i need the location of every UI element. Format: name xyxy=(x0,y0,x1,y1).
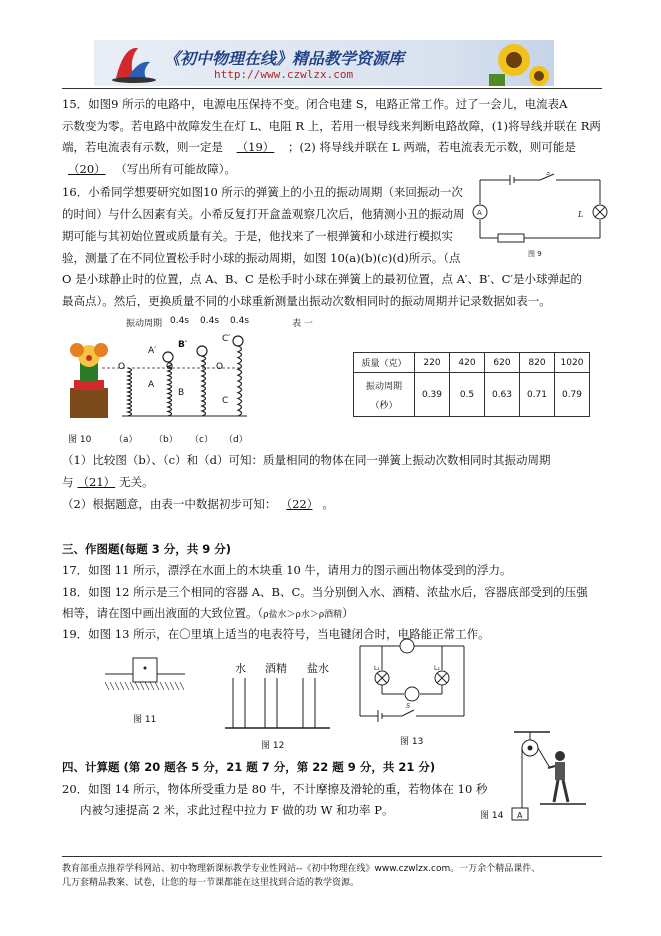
footer-line2: 几万套精品教案、试卷，让您的每一节课都能在这里找到合适的教学资源。 xyxy=(62,878,360,888)
point-c-prime: C′ xyxy=(222,334,231,344)
point-o-c: O xyxy=(216,362,224,372)
point-a-prime: A′ xyxy=(148,346,157,356)
hatch-line xyxy=(145,682,149,690)
figure-14 xyxy=(480,728,590,824)
hatch-line xyxy=(130,682,134,690)
period-header xyxy=(354,373,415,417)
blank-20: （20） xyxy=(68,162,106,176)
blank-22: （22） xyxy=(286,497,313,511)
fig10-b: （b） xyxy=(154,435,178,445)
hatch-line xyxy=(105,682,109,690)
q16-sub2-pre: （2）根据题意，由表一中数据初步可知： xyxy=(62,497,277,511)
q16-line2: 的时间）与什么因素有关。小希反复打开盒盖观察几次后，他猜测小丑的振动周 xyxy=(62,207,465,221)
fig14-label: 图 14 xyxy=(480,811,504,821)
point-o-a: O xyxy=(118,362,126,372)
hatch-line xyxy=(110,682,114,690)
q18-post: ） xyxy=(342,606,354,620)
hatch-line xyxy=(115,682,119,690)
point-b-prime: B′ xyxy=(178,340,188,350)
figure-12 xyxy=(225,660,335,750)
spring-diagram xyxy=(62,316,352,444)
q16-line5: O 是小球静止时的位置，点 A、B、C 是松手时小球在弹簧上的最初位置，点 A′、B′、C′是小球弹起的 xyxy=(62,272,582,286)
blank-19: （19） xyxy=(236,140,275,154)
fig10-d: （d） xyxy=(224,435,248,445)
lamp-l1-label: L₁ xyxy=(374,665,380,672)
switch-label: S xyxy=(546,172,551,177)
ball-3 xyxy=(233,336,243,346)
q16-sub1-line2 xyxy=(62,474,602,491)
hatch-line xyxy=(175,682,179,690)
spring-3 xyxy=(238,346,242,416)
spring-0 xyxy=(128,368,132,416)
q16-line4: 验，测量了在不同位置松手时小球的振动周期，如图 10(a)(b)(c)(d)所示。（点 xyxy=(62,251,461,265)
q16-sub2-post: 。 xyxy=(322,497,334,511)
q20-line2: 内被匀速提高 2 米，求此过程中拉力 F 做的功 W 和功率 P。 xyxy=(80,803,394,817)
q15-line3-b: ；(2) 将导线并联在 L 两端，若电流表无示数，则可能是 xyxy=(287,140,576,154)
section-4-title: 四、计算题 (第 20 题各 5 分，21 题 7 分，第 22 题 9 分，共 21 分) xyxy=(62,760,436,774)
banner-title: 《初中物理在线》精品教学资源库 xyxy=(164,49,405,68)
data-table-1 xyxy=(353,352,590,417)
ball-1 xyxy=(163,352,173,362)
liquid-brine: 盐水 xyxy=(307,662,329,675)
lamp-label: L xyxy=(578,210,584,219)
q15-line3-a: 端，若电流表有示数，则一定是 xyxy=(62,140,223,154)
switch-s-label: S xyxy=(406,703,411,710)
spring-2 xyxy=(202,356,206,416)
period-b: 0.4s xyxy=(170,316,190,326)
hatch-line xyxy=(140,682,144,690)
header-rule xyxy=(62,88,602,89)
mass-cell: 220 xyxy=(415,353,450,373)
hatch-line xyxy=(125,682,129,690)
period-d: 0.4s xyxy=(230,316,250,326)
q18-line1: 18．如图 12 所示是三个相同的容器 A、B、C。当分别倒入水、酒精、浓盐水后，容器底部受到的压强 xyxy=(62,585,588,599)
q20-line1: 20．如图 14 所示，物体所受重力是 80 牛，不计摩擦及滑轮的重，若物体在 10 秒 xyxy=(62,782,488,796)
period-cell: 0.79 xyxy=(555,373,590,417)
hatch-line xyxy=(135,682,139,690)
q16-sub2 xyxy=(62,496,602,513)
mass-cell: 820 xyxy=(520,353,555,373)
point-b: B xyxy=(178,388,185,398)
point-o-b: O xyxy=(166,362,174,372)
hatch-line xyxy=(170,682,174,690)
period-header-b: （秒） xyxy=(370,400,398,411)
containers-diagram xyxy=(225,676,335,736)
q15-line3 xyxy=(62,139,602,156)
fig13-label: 图 13 xyxy=(400,737,424,747)
hatch-line xyxy=(155,682,159,690)
mass-cell: 1020 xyxy=(555,353,590,373)
q16-sub1-pre: 与 xyxy=(62,475,74,489)
period-cell: 0.39 xyxy=(415,373,450,417)
block-a-label: A xyxy=(517,811,523,820)
fig9-label: 图 9 xyxy=(528,250,542,258)
period-header-a: 振动周期 xyxy=(365,381,402,392)
q17-line: 17．如图 11 所示，漂浮在水面上的木块重 10 牛，请用力的图示画出物体受到的浮力。 xyxy=(62,563,512,577)
q16-sub1-line1: （1）比较图（b）、（c）和（d）可知：质量相同的物体在同一弹簧上振动次数相同时其振动周期 xyxy=(62,453,551,467)
hatch-line xyxy=(165,682,169,690)
footer-rule xyxy=(62,856,602,857)
point-a: A xyxy=(148,380,155,390)
q16-sub1-post: 无关。 xyxy=(119,475,154,489)
q18-line2 xyxy=(62,605,602,624)
ball-2 xyxy=(197,346,207,356)
circuit-13-diagram xyxy=(352,636,472,732)
figure-10 xyxy=(62,316,352,444)
lamp-l2-label: L₂ xyxy=(434,665,440,672)
floating-block-diagram xyxy=(105,650,185,710)
fig12-label: 图 12 xyxy=(261,741,285,751)
hatch-line xyxy=(120,682,124,690)
clown-toy-icon xyxy=(70,343,108,418)
q19-line: 19．如图 13 所示，在〇里填上适当的电表符号，当电键闭合时，电路能正常工作。 xyxy=(62,627,490,641)
table-caption: 表 一 xyxy=(292,319,313,329)
banner-url: http://www.czwlzx.com xyxy=(214,68,354,81)
mass-cell: 420 xyxy=(450,353,485,373)
mass-header: 质量（克） xyxy=(354,353,415,373)
q16-line1: 16．小希同学想要研究如图10 所示的弹簧上的小丑的振动周期（来回振动一次 xyxy=(62,185,463,199)
hatch-line xyxy=(180,682,184,690)
q18-pre: 相等，请在图中画出液面的大致位置。（ xyxy=(62,606,264,620)
density-relation: ρ盐水＞ρ水＞ρ酒精 xyxy=(263,610,343,620)
fig10-a: （a） xyxy=(114,435,138,445)
header-banner xyxy=(94,40,554,86)
period-cell: 0.71 xyxy=(520,373,555,417)
liquid-alcohol: 酒精 xyxy=(265,662,287,675)
footer-line1: 教育部重点推荐学科网站、初中物理新课标教学专业性网站--《初中物理在线》www.czwlzx.com。一万余个精品课件、 xyxy=(62,864,541,874)
q15-line4-b: （写出所有可能故障）。 xyxy=(115,162,237,176)
q15-line2: 示数变为零。若电路中故障发生在灯 L、电阻 R 上，若用一根导线来判断电路故障，(1)将导线并联在 R两 xyxy=(62,119,601,133)
period-cell: 0.63 xyxy=(485,373,520,417)
section-3-title: 三、作图题(每题 3 分，共 9 分) xyxy=(62,542,232,556)
period-title: 振动周期 xyxy=(126,319,163,329)
blank-21: （21） xyxy=(77,475,116,489)
fig11-label: 图 11 xyxy=(133,715,157,725)
q16-line6: 最高点）。然后，更换质量不同的小球重新测量出振动次数相同时的振动周期并记录数据如表一。 xyxy=(62,294,551,308)
person-icon xyxy=(548,751,568,802)
fig10-c: （c） xyxy=(190,435,213,445)
figure-11 xyxy=(105,650,185,725)
mass-cell: 620 xyxy=(485,353,520,373)
figure-13 xyxy=(352,636,472,747)
period-c: 0.4s xyxy=(200,316,220,326)
q16-line3: 期可能与其初始位置或质量有关。于是，他找来了一根弹簧和小球进行模拟实 xyxy=(62,229,453,243)
q15-line1: 15．如图9 所示的电路中，电源电压保持不变。闭合电建 S，电路正常工作。过了一会儿，电流表A xyxy=(62,97,568,111)
pulley-diagram xyxy=(510,728,590,824)
fig10-label: 图 10 xyxy=(68,435,92,445)
period-cell: 0.5 xyxy=(450,373,485,417)
hatch-line xyxy=(150,682,154,690)
ammeter-symbol: A xyxy=(477,209,482,217)
point-c: C xyxy=(222,396,229,406)
liquid-water: 水 xyxy=(235,662,246,675)
hatch-line xyxy=(160,682,164,690)
